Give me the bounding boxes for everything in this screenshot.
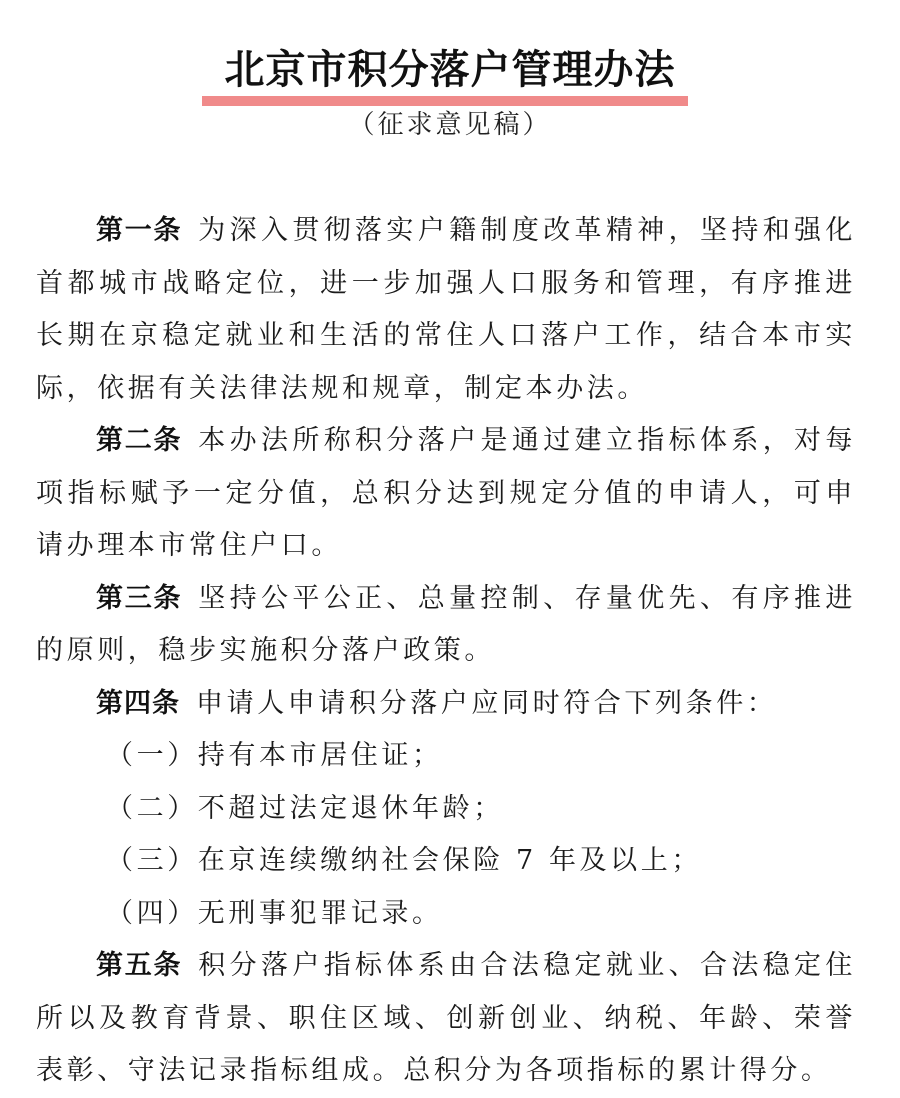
document-title: 北京市积分落户管理办法 bbox=[224, 47, 676, 93]
title-container bbox=[0, 38, 900, 95]
article-label: 第一条 bbox=[96, 215, 183, 246]
condition-item: （一）持有本市居住证； bbox=[106, 740, 443, 771]
article-label: 第三条 bbox=[96, 582, 183, 614]
document-subtitle: （征求意见稿） bbox=[348, 110, 552, 140]
article-label: 第四条 bbox=[96, 687, 180, 719]
article-3 bbox=[36, 573, 856, 678]
article-5 bbox=[36, 940, 856, 1098]
document-body bbox=[36, 205, 856, 1098]
condition-item: （四）无刑事犯罪记录。 bbox=[106, 897, 443, 929]
article-4 bbox=[36, 678, 856, 731]
article-label: 第五条 bbox=[96, 950, 183, 981]
article-text: 申请人申请积分落户应同时符合下列条件： bbox=[196, 687, 778, 719]
condition-item: （三）在京连续缴纳社会保险 7 年及以上； bbox=[106, 845, 702, 876]
article-label: 第二条 bbox=[96, 425, 183, 456]
article-text: 坚持公平公正、总量控制、存量优先、有序推进的原则，稳步实施积分落户政策。 bbox=[36, 582, 857, 666]
article-1 bbox=[36, 205, 856, 415]
article-text: 积分落户指标体系由合法稳定就业、合法稳定住所以及教育背景、职住区域、创新创业、纳税、年龄、荣誉表彰、守法记录指标组成。总积分为各项指标的累计得分。 bbox=[36, 950, 857, 1086]
article-text: 本办法所称积分落户是通过建立指标体系，对每项指标赋予一定分值，总积分达到规定分值的申请人，可申请办理本市常住户口。 bbox=[36, 425, 857, 561]
article-text: 为深入贯彻落实户籍制度改革精神，坚持和强化首都城市战略定位，进一步加强人口服务和管理，有序推进长期在京稳定就业和生活的常住人口落户工作，结合本市实际，依据有关法律法规和规章，制定本办法。 bbox=[36, 215, 857, 404]
condition-item: （二）不超过法定退休年龄； bbox=[106, 792, 504, 824]
article-2 bbox=[36, 415, 856, 573]
